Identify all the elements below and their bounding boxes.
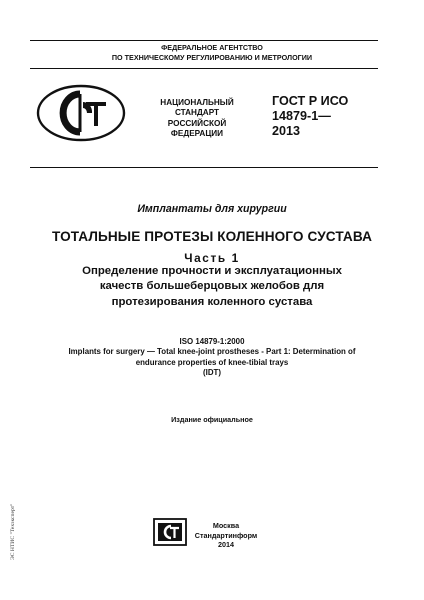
part-label: Часть 1	[184, 251, 240, 265]
standard-code-line-1: ГОСТ Р ИСО	[272, 94, 349, 108]
standard-code	[272, 94, 348, 139]
iso-line-2: Implants for surgery — Total knee-joint prostheses - Part 1: Determination of	[68, 347, 356, 357]
iso-line-1: ISO 14879-1:2000	[179, 337, 245, 346]
document-subtitle: Имплантаты для хирургии	[137, 203, 287, 215]
national-line-1: НАЦИОНАЛЬНЫЙ	[160, 98, 234, 107]
part-title-line-3: протезирования коленного сустава	[111, 295, 313, 308]
publisher-city: Москва	[212, 521, 240, 530]
national-standard-label	[140, 98, 254, 139]
part-title	[30, 264, 394, 310]
top-rule	[30, 40, 378, 41]
publisher-year: 2014	[218, 540, 234, 550]
part-title-line-2: качеств большеберцовых желобов для	[99, 280, 325, 293]
publisher-imprint	[186, 521, 266, 550]
gost-r-certification-mark-icon	[36, 84, 126, 142]
standard-code-line-2: 14879-1—	[272, 109, 331, 123]
agency-line-2: ПО ТЕХНИЧЕСКОМУ РЕГУЛИРОВАНИЮ И МЕТРОЛОГИИ	[111, 53, 313, 62]
national-line-2: СТАНДАРТ	[174, 108, 220, 118]
iso-reference	[30, 337, 394, 378]
standartinform-logo-icon	[153, 518, 187, 546]
header-bottom-rule	[30, 167, 378, 168]
iso-line-3: endurance properties of knee-tibial trays	[135, 357, 289, 367]
edition-label: Издание официальное	[171, 415, 253, 424]
margin-watermark-note: ЭС НТИС "Техэксперт"	[10, 503, 16, 560]
agency-name	[30, 43, 394, 63]
document-title: ТОТАЛЬНЫЕ ПРОТЕЗЫ КОЛЕННОГО СУСТАВА	[52, 229, 372, 244]
standard-code-line-3: 2013	[272, 124, 301, 138]
part-title-line-1: Определение прочности и эксплуатационных	[82, 265, 342, 277]
agency-line-1: ФЕДЕРАЛЬНОЕ АГЕНТСТВО	[161, 43, 263, 52]
publisher-name: Стандартинформ	[194, 530, 258, 540]
national-line-4: ФЕДЕРАЦИИ	[170, 128, 224, 138]
header-rule	[30, 68, 378, 69]
national-line-3: РОССИЙСКОЙ	[167, 118, 227, 128]
iso-line-4: (IDT)	[203, 367, 221, 377]
